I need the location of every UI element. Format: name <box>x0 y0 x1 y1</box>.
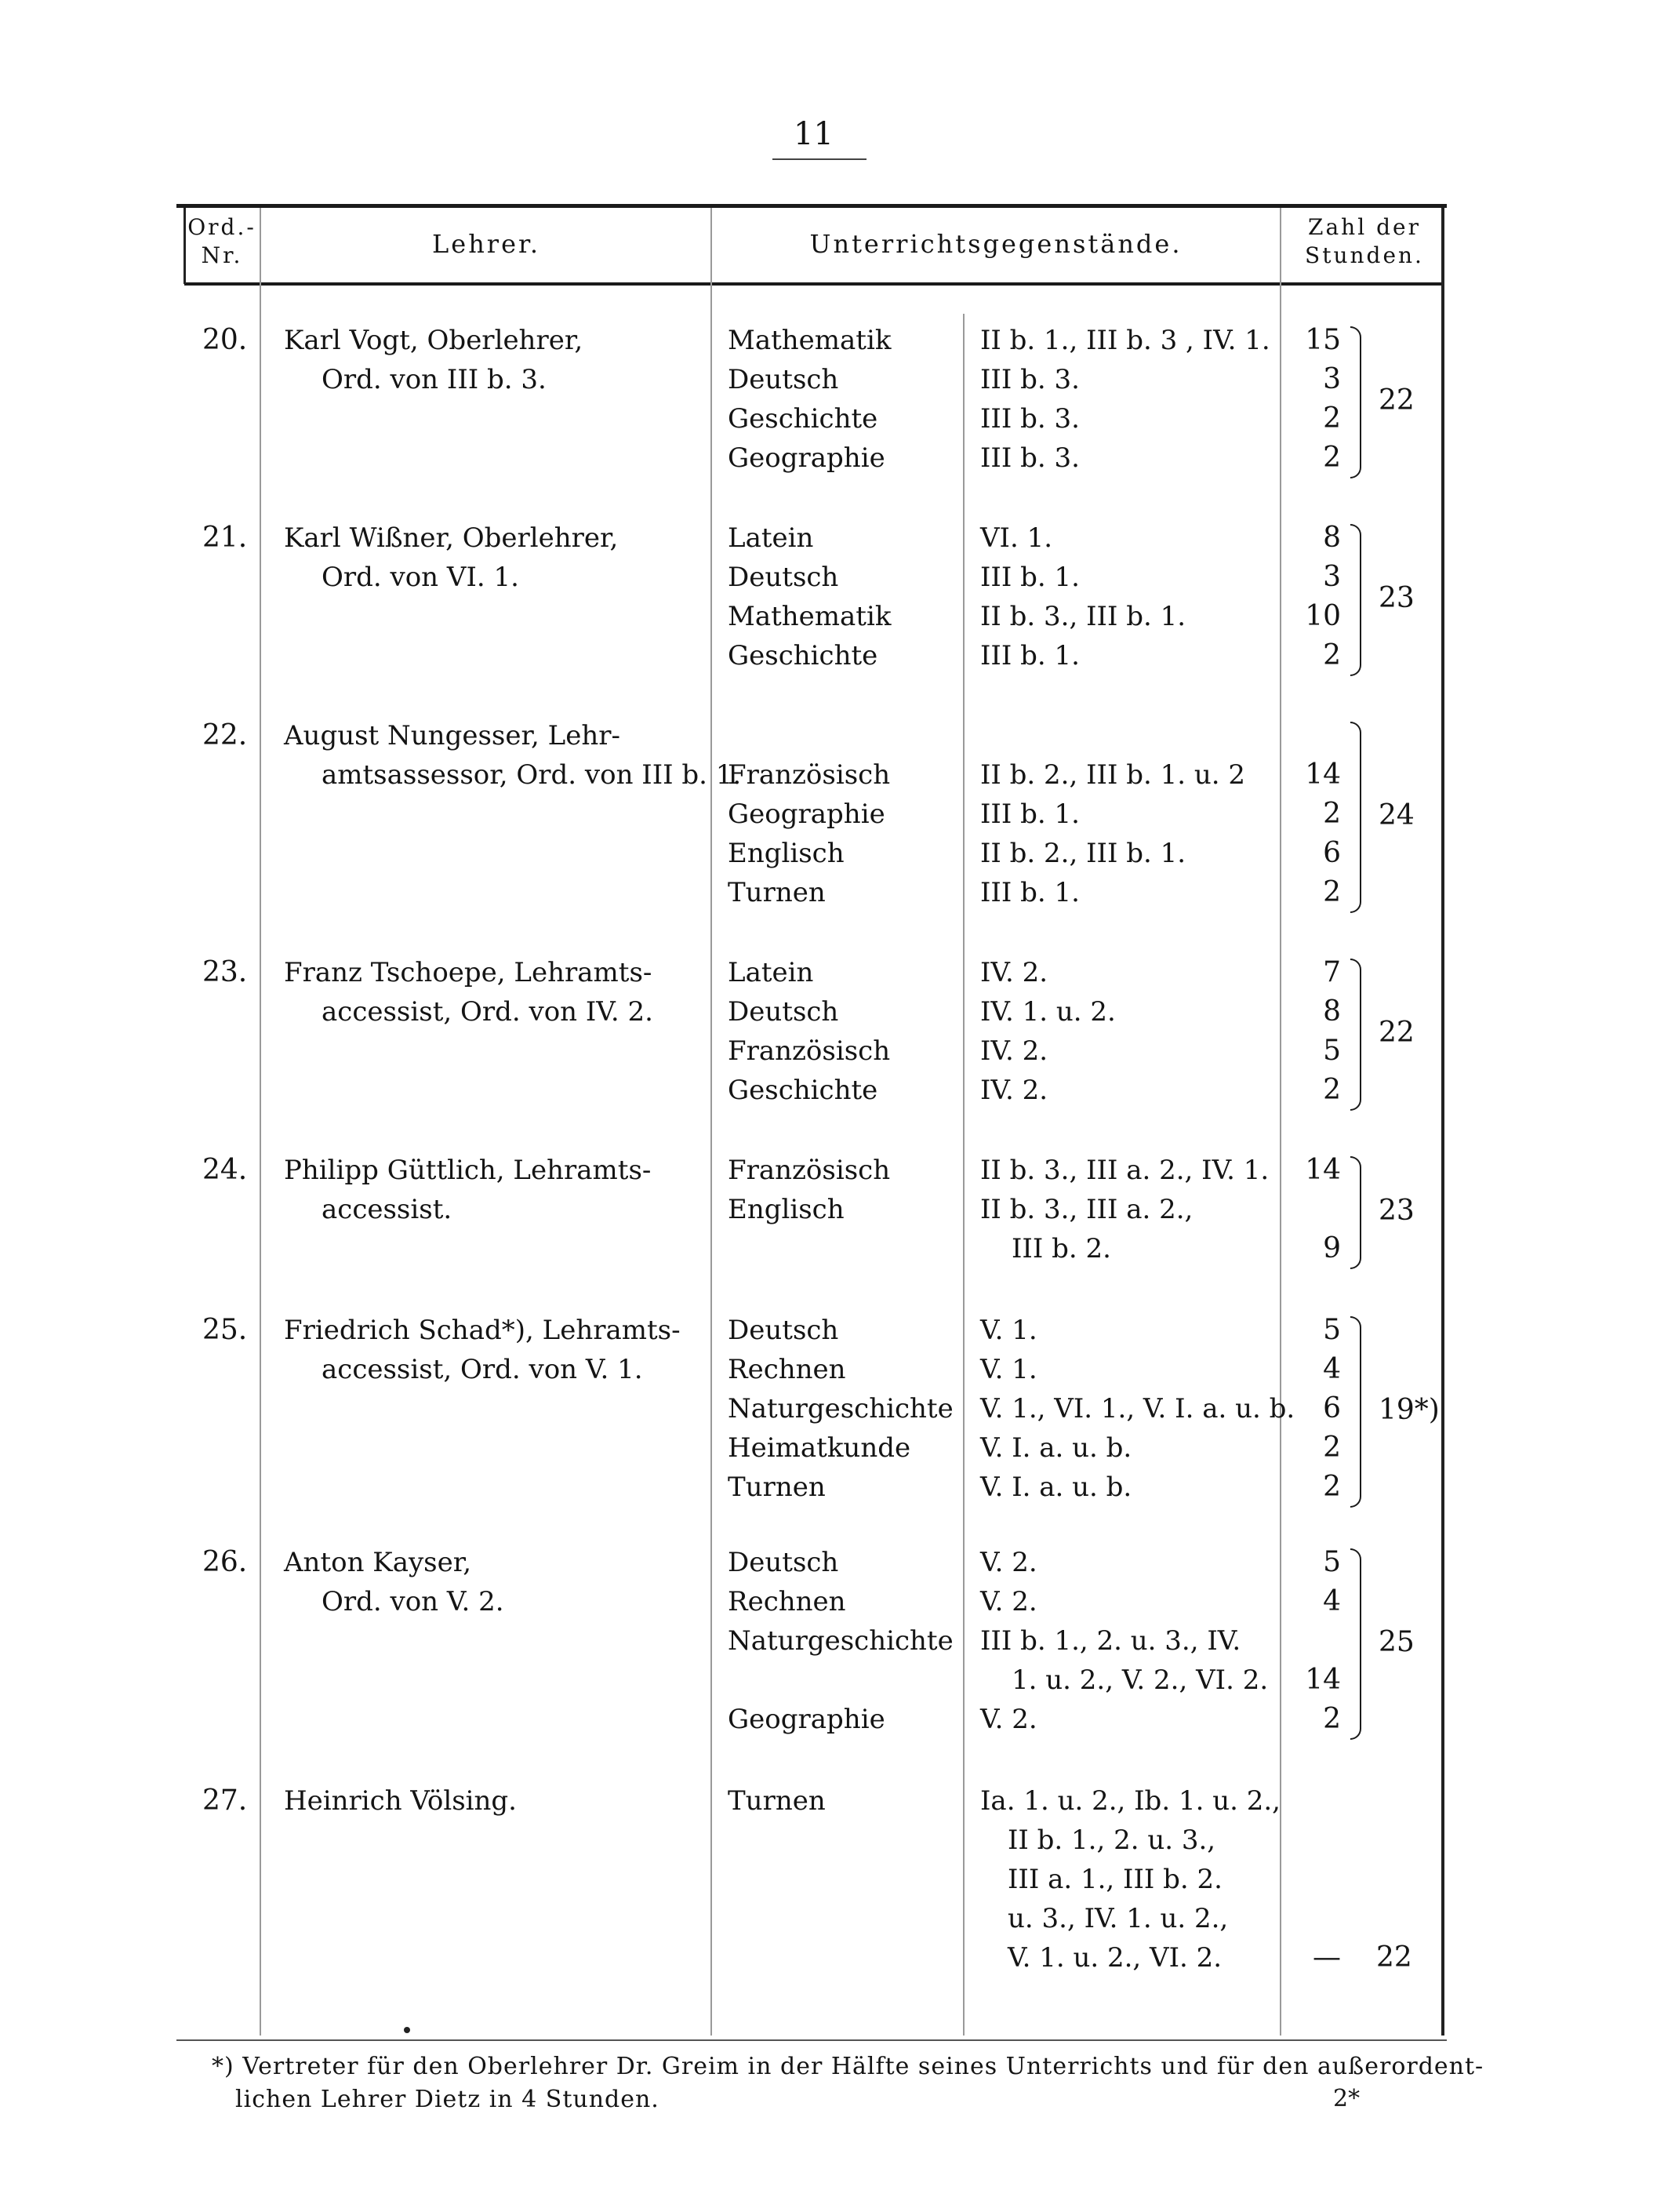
header-gegenstaende: Unterrichtsgegenstände. <box>809 229 1183 259</box>
subject: Geschichte <box>728 403 878 435</box>
teacher-name: accessist, Ord. von IV. 2. <box>322 996 653 1028</box>
col-divider-lehrer <box>710 208 712 2036</box>
subject: Rechnen <box>728 1354 846 1385</box>
total-hours: 23 <box>1379 582 1415 614</box>
hours: 3 <box>1323 561 1341 593</box>
hours: 5 <box>1323 1314 1341 1346</box>
hours: 2 <box>1323 798 1341 830</box>
hours: 4 <box>1323 1353 1341 1385</box>
class-list: V. 2. <box>980 1704 1037 1735</box>
subject: Geschichte <box>728 640 878 671</box>
class-list: V. I. a. u. b. <box>980 1472 1132 1503</box>
class-list: V. 1., VI. 1., V. I. a. u. b. <box>980 1393 1295 1424</box>
row-number: 24. <box>202 1154 248 1186</box>
class-list: V. 1. <box>980 1354 1037 1385</box>
total-hours: 22 <box>1376 1941 1412 1974</box>
class-list: III b. 1., 2. u. 3., IV. <box>980 1625 1241 1657</box>
subject: Geographie <box>728 442 885 474</box>
header-lehrer: Lehrer. <box>432 229 540 259</box>
row-number: 20. <box>202 324 248 356</box>
hours: 6 <box>1323 837 1341 869</box>
teacher-name: Franz Tschoepe, Lehramts- <box>284 957 652 988</box>
class-list: III b. 1. <box>980 799 1080 830</box>
class-list: u. 3., IV. 1. u. 2., <box>1008 1903 1229 1934</box>
class-list: IV. 2. <box>980 957 1048 988</box>
teacher-name: Friedrich Schad*), Lehramts- <box>284 1315 681 1346</box>
class-list: II b. 3., III a. 2., <box>980 1194 1194 1225</box>
class-list: IV. 1. u. 2. <box>980 996 1116 1028</box>
teacher-name: Ord. von VI. 1. <box>322 562 519 593</box>
hours: 14 <box>1305 1154 1341 1186</box>
hours: 5 <box>1323 1035 1341 1067</box>
class-list: II b. 1., 2. u. 3., <box>1008 1825 1216 1856</box>
row-number: 26. <box>202 1546 248 1578</box>
hours: 14 <box>1305 1664 1341 1696</box>
row-number: 25. <box>202 1314 248 1346</box>
class-list: VI. 1. <box>980 522 1053 554</box>
hours: 2 <box>1323 639 1341 671</box>
hours-brace <box>1350 722 1361 913</box>
col-divider-zahl <box>1280 208 1281 2036</box>
class-list: II b. 3., III a. 2., IV. 1. <box>980 1155 1270 1186</box>
hours-brace <box>1350 1316 1361 1508</box>
subject: Geschichte <box>728 1075 878 1106</box>
teacher-name: accessist, Ord. von V. 1. <box>322 1354 643 1385</box>
page-number: 11 <box>794 116 834 152</box>
class-list: II b. 3., III b. 1. <box>980 601 1186 632</box>
hours: 9 <box>1323 1232 1341 1264</box>
footnote-rule <box>176 2039 1447 2041</box>
total-hours: 22 <box>1379 1017 1415 1049</box>
total-hours: 19*) <box>1379 1394 1440 1426</box>
class-list: III b. 1. <box>980 877 1080 908</box>
class-list: III b. 1. <box>980 640 1080 671</box>
hours: 14 <box>1305 759 1341 791</box>
subject: Englisch <box>728 838 845 869</box>
hours-brace <box>1350 959 1361 1111</box>
teacher-name: Anton Kayser, <box>284 1547 472 1578</box>
subject: Turnen <box>728 1472 826 1503</box>
class-list: III b. 3. <box>980 364 1080 395</box>
hours: — <box>1313 1941 1341 1974</box>
teacher-name: Ord. von III b. 3. <box>322 364 547 395</box>
subject: Französisch <box>728 1155 891 1186</box>
class-list: 1. u. 2., V. 2., VI. 2. <box>1012 1664 1269 1696</box>
class-list: IV. 2. <box>980 1075 1048 1106</box>
total-hours: 24 <box>1379 799 1415 831</box>
subject: Mathematik <box>728 325 892 356</box>
class-list: V. 2. <box>980 1547 1037 1578</box>
class-list: V. 2. <box>980 1586 1037 1617</box>
subject: Deutsch <box>728 562 839 593</box>
row-number: 22. <box>202 719 248 751</box>
class-list: III b. 3. <box>980 442 1080 474</box>
subject: Deutsch <box>728 1315 839 1346</box>
margin-dot <box>404 2027 410 2033</box>
header-zahl: Zahl der Stunden. <box>1305 214 1424 268</box>
hours: 10 <box>1305 600 1341 632</box>
hours-brace <box>1350 1548 1361 1740</box>
subject: Latein <box>728 522 814 554</box>
subject: Heimatkunde <box>728 1432 911 1464</box>
hours: 2 <box>1323 1471 1341 1503</box>
teacher-name: Heinrich Völsing. <box>284 1785 517 1817</box>
header-bottom-rule <box>184 282 1443 286</box>
subject: Deutsch <box>728 364 839 395</box>
class-list: II b. 2., III b. 1. <box>980 838 1186 869</box>
class-list: III b. 2. <box>1012 1233 1111 1264</box>
hours: 2 <box>1323 876 1341 908</box>
hours: 15 <box>1305 324 1341 356</box>
teacher-name: Philipp Güttlich, Lehramts- <box>284 1155 652 1186</box>
class-list: II b. 1., III b. 3 , IV. 1. <box>980 325 1270 356</box>
row-number: 23. <box>202 956 248 988</box>
class-list: III b. 3. <box>980 403 1080 435</box>
subject: Latein <box>728 957 814 988</box>
class-list: IV. 2. <box>980 1035 1048 1067</box>
class-list: V. 1. u. 2., VI. 2. <box>1008 1942 1223 1974</box>
teacher-name: Ord. von V. 2. <box>322 1586 504 1617</box>
row-number: 21. <box>202 522 248 554</box>
hours: 4 <box>1323 1585 1341 1617</box>
class-list: III a. 1., III b. 2. <box>1008 1864 1223 1895</box>
class-list: II b. 2., III b. 1. u. 2 <box>980 759 1245 791</box>
signature-mark: 2* <box>1333 2085 1361 2112</box>
subject: Französisch <box>728 759 891 791</box>
subject: Rechnen <box>728 1586 846 1617</box>
page-number-rule <box>772 158 867 160</box>
subject: Mathematik <box>728 601 892 632</box>
teacher-name: Karl Vogt, Oberlehrer, <box>284 325 583 356</box>
footnote-line-2: lichen Lehrer Dietz in 4 Stunden. <box>235 2086 659 2113</box>
row-number: 27. <box>202 1785 248 1817</box>
subject: Deutsch <box>728 1547 839 1578</box>
teacher-name: amtsassessor, Ord. von III b. 1. <box>322 759 742 791</box>
subject: Naturgeschichte <box>728 1625 954 1657</box>
hours: 5 <box>1323 1546 1341 1578</box>
subject: Französisch <box>728 1035 891 1067</box>
hours: 2 <box>1323 1432 1341 1464</box>
teacher-name: accessist. <box>322 1194 452 1225</box>
header-ord-nr: Ord.-Nr. <box>187 214 256 268</box>
subject: Turnen <box>728 877 826 908</box>
hours: 2 <box>1323 402 1341 435</box>
col-divider-nr <box>260 208 261 2036</box>
total-hours: 23 <box>1379 1195 1415 1227</box>
hours: 3 <box>1323 363 1341 395</box>
subject: Geographie <box>728 1704 885 1735</box>
subject: Deutsch <box>728 996 839 1028</box>
hours: 8 <box>1323 522 1341 554</box>
subject: Geographie <box>728 799 885 830</box>
hours: 2 <box>1323 1074 1341 1106</box>
subject: Turnen <box>728 1785 826 1817</box>
hours-brace <box>1350 326 1361 478</box>
hours-brace <box>1350 1156 1361 1269</box>
class-list: V. 1. <box>980 1315 1037 1346</box>
hours: 6 <box>1323 1392 1341 1424</box>
footnote-line-1: *) Vertreter für den Oberlehrer Dr. Greim in der Hälfte seines Unterrichts und für den außerordent- <box>212 2053 1484 2080</box>
class-list: III b. 1. <box>980 562 1080 593</box>
table-top-rule <box>176 204 1447 208</box>
hours-brace <box>1350 524 1361 676</box>
class-list: Ia. 1. u. 2., Ib. 1. u. 2., <box>980 1785 1281 1817</box>
hours: 8 <box>1323 995 1341 1028</box>
total-hours: 25 <box>1379 1626 1415 1658</box>
hours: 7 <box>1323 956 1341 988</box>
table-right-border <box>1441 208 1444 2036</box>
subject: Naturgeschichte <box>728 1393 954 1424</box>
teacher-name: August Nungesser, Lehr- <box>284 720 620 751</box>
class-list: V. I. a. u. b. <box>980 1432 1132 1464</box>
total-hours: 22 <box>1379 384 1415 417</box>
hours: 2 <box>1323 1703 1341 1735</box>
table-left-border <box>183 208 186 284</box>
col-divider-klassen <box>963 314 965 2036</box>
teacher-name: Karl Wißner, Oberlehrer, <box>284 522 619 554</box>
hours: 2 <box>1323 442 1341 474</box>
subject: Englisch <box>728 1194 845 1225</box>
